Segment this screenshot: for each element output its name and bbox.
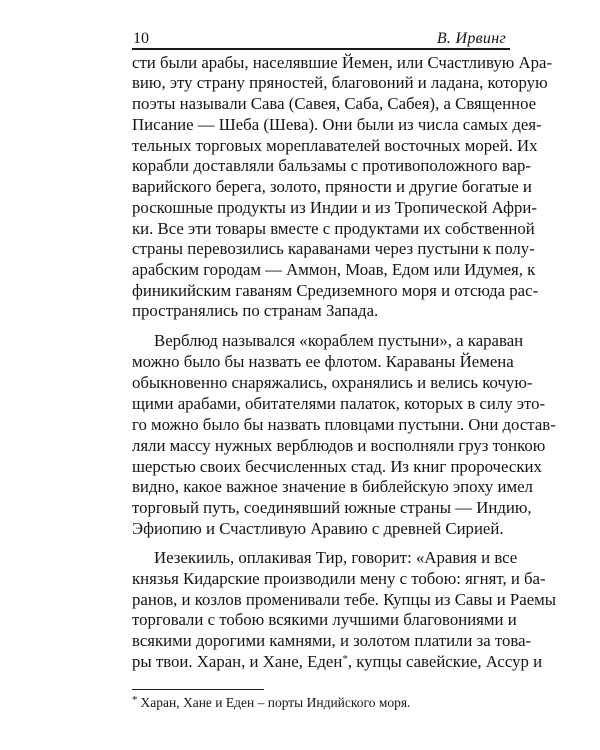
text-line: Верблюд назывался «кораблем пустыни», а караван (154, 331, 524, 350)
text-line: видно, какое важное значение в библейскую эпоху имел (132, 477, 533, 496)
text-line: всякими дорогими камнями, и золотом платили за това- (132, 631, 532, 650)
footnote (132, 692, 510, 711)
text-line: корабли доставляли бальзамы с противоположного вар- (132, 156, 531, 175)
text-line: вию, эту страну пряностей, благовоний и ладана, которую (132, 73, 548, 92)
text-fragment: ры твои. Харан, и Хане, Еден (132, 652, 343, 671)
text-line: ки. Все эти товары вместе с продуктами их собственной (132, 219, 535, 238)
text-fragment: , купцы савейские, Ассур и (347, 652, 543, 671)
text-line: роскошные продукты из Индии и из Тропической Афри- (132, 198, 537, 217)
text-line: торговали с тобою всякими лучшими благовониями и (132, 610, 517, 629)
running-head: В. Ирвинг (436, 30, 506, 47)
text-line: варийского берега, золото, пряности и другие богатые и (132, 177, 532, 196)
footnote-divider (132, 689, 264, 690)
text-line: обыкновенно снаряжались, охранялись и велись кочую- (132, 373, 533, 392)
text-line: страны перевозились караванами через пустыни к полу- (132, 239, 535, 258)
text-line: можно было бы назвать ее флотом. Караваны Йемена (132, 352, 514, 371)
footnote-text: Харан, Хане и Еден – порты Индийского моря. (140, 695, 411, 710)
text-line: Эфиопию и Счастливую Аравию с древней Сирией. (132, 519, 504, 538)
text-line: го можно было бы назвать пловцами пустыни. Они достав- (132, 415, 556, 434)
text-line: пространялись по странам Запада. (132, 301, 379, 320)
page-header (132, 26, 510, 50)
text-line: шерстью своих бесчисленных стад. Из книг пророческих (132, 457, 542, 476)
text-line: арабским городам — Аммон, Моав, Едом или Идумея, к (132, 260, 536, 279)
text-line: тельных торговых мореплавателей восточных морей. Их (132, 136, 538, 155)
text-line: князья Кидарские производили мену с тобою: ягнят, и ба- (132, 569, 546, 588)
text-line: торговый путь, соединявший южные страны — Индию, (132, 498, 532, 517)
text-line: ляли массу нужных верблюдов и восполняли груз тонкою (132, 436, 546, 455)
text-line: поэты называли Сава (Савея, Саба, Сабея), а Священное (132, 94, 537, 113)
text-line: сти были арабы, населявшие Йемен, или Счастливую Ара- (132, 53, 553, 72)
text-line: Писание — Шеба (Шева). Они были из числа самых дея- (132, 115, 542, 134)
text-line: щими арабами, обитателями палаток, которых в силу это- (132, 394, 546, 413)
text-line (132, 652, 543, 672)
text-line: финикийским гаваням Средиземного моря и отсюда рас- (132, 281, 539, 300)
page-number: 10 (133, 30, 149, 47)
text-line: ранов, и козлов променивали тебе. Купцы из Савы и Раемы (132, 590, 557, 609)
text-line: Иезекииль, оплакивая Тир, говорит: «Аравия и все (154, 548, 518, 567)
footnote-ref: * (342, 653, 348, 665)
footnote-marker: * (132, 694, 138, 706)
